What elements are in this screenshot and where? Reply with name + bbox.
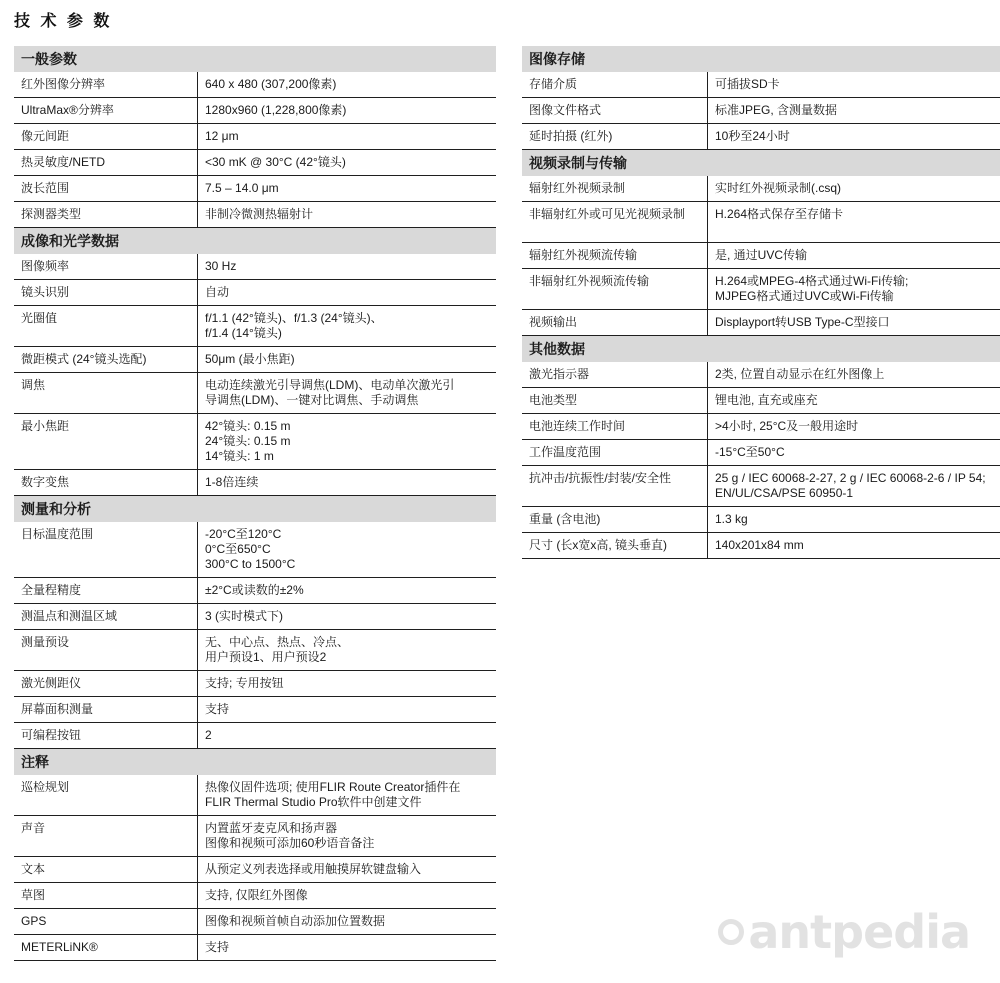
spec-row bbox=[522, 388, 1000, 414]
spec-label: 重量 (含电池) bbox=[522, 507, 708, 532]
spec-section bbox=[522, 46, 1000, 150]
spec-value bbox=[198, 124, 496, 149]
spec-row bbox=[14, 857, 496, 883]
spec-value bbox=[198, 176, 496, 201]
spec-value bbox=[198, 347, 496, 372]
spec-row bbox=[522, 533, 1000, 559]
spec-label: 尺寸 (长x宽x高, 镜头垂直) bbox=[522, 533, 708, 558]
spec-value bbox=[708, 533, 1000, 558]
spec-value bbox=[708, 269, 1000, 309]
spec-label: 波长范围 bbox=[14, 176, 198, 201]
spec-value-line: f/1.4 (14°镜头) bbox=[205, 326, 282, 340]
spec-value-line: MJPEG格式通过UVC或Wi-Fi传输 bbox=[715, 289, 894, 303]
spec-value-line: FLIR Thermal Studio Pro软件中创建文件 bbox=[205, 795, 422, 809]
spec-value bbox=[708, 202, 1000, 242]
spec-value-line: 可插拔SD卡 bbox=[715, 77, 780, 91]
spec-value bbox=[198, 202, 496, 227]
spec-value-line: 从预定义列表选择或用触摸屏软键盘输入 bbox=[205, 862, 422, 876]
right-column bbox=[522, 46, 1000, 559]
spec-value-line: 支持 bbox=[205, 940, 230, 954]
spec-value-line bbox=[715, 222, 993, 237]
spec-row bbox=[14, 671, 496, 697]
spec-value-line: >4小时, 25°C及一般用途时 bbox=[715, 419, 859, 433]
section-heading: 成像和光学数据 bbox=[14, 228, 496, 254]
spec-value bbox=[198, 775, 496, 815]
spec-label: 激光侧距仪 bbox=[14, 671, 198, 696]
spec-value-line: <30 mK @ 30°C (42°镜头) bbox=[205, 155, 346, 169]
spec-label: 工作温度范围 bbox=[522, 440, 708, 465]
spec-value bbox=[708, 507, 1000, 532]
spec-value bbox=[198, 883, 496, 908]
spec-section bbox=[522, 336, 1000, 559]
spec-value bbox=[198, 522, 496, 577]
spec-value-line: 7.5 – 14.0 μm bbox=[205, 181, 279, 195]
spec-label: 非辐射红外视频流传输 bbox=[522, 269, 708, 309]
spec-value-line: 用户预设1、用户预设2 bbox=[205, 650, 327, 664]
spec-label: 红外图像分辨率 bbox=[14, 72, 198, 97]
spec-value-line: 1.3 kg bbox=[715, 512, 748, 526]
spec-label: 存储介质 bbox=[522, 72, 708, 97]
spec-label: 测温点和测温区域 bbox=[14, 604, 198, 629]
spec-value-line: 是, 通过UVC传输 bbox=[715, 248, 808, 262]
spec-row bbox=[14, 723, 496, 749]
spec-value bbox=[198, 723, 496, 748]
spec-value bbox=[708, 243, 1000, 268]
section-heading: 图像存储 bbox=[522, 46, 1000, 72]
spec-row bbox=[14, 414, 496, 470]
section-heading: 其他数据 bbox=[522, 336, 1000, 362]
spec-row bbox=[14, 604, 496, 630]
spec-row bbox=[14, 150, 496, 176]
spec-value-line: 支持; 专用按钮 bbox=[205, 676, 284, 690]
spec-row bbox=[14, 816, 496, 857]
spec-label: 声音 bbox=[14, 816, 198, 856]
spec-value-line: 2 bbox=[205, 728, 212, 742]
spec-value bbox=[198, 909, 496, 934]
spec-value-line: 300°C to 1500°C bbox=[205, 557, 296, 571]
spec-label: GPS bbox=[14, 909, 198, 934]
spec-label: 草图 bbox=[14, 883, 198, 908]
spec-value bbox=[708, 362, 1000, 387]
spec-row bbox=[14, 280, 496, 306]
spec-value-line: 图像和视频首帧自动添加位置数据 bbox=[205, 914, 386, 928]
spec-label: 电池连续工作时间 bbox=[522, 414, 708, 439]
page-title: 技 术 参 数 bbox=[14, 13, 113, 30]
spec-label: 辐射红外视频录制 bbox=[522, 176, 708, 201]
spec-value-line: 25 g / IEC 60068-2-27, 2 g / IEC 60068-2-6 / IP 54; bbox=[715, 471, 986, 485]
spec-value bbox=[198, 150, 496, 175]
spec-value bbox=[198, 373, 496, 413]
spec-section bbox=[14, 46, 496, 228]
spec-row bbox=[14, 72, 496, 98]
spec-value-line: 图像和视频可添加60秒语音备注 bbox=[205, 836, 375, 850]
spec-row bbox=[522, 310, 1000, 336]
spec-value-line: 640 x 480 (307,200像素) bbox=[205, 77, 337, 91]
spec-row bbox=[14, 202, 496, 228]
spec-value bbox=[198, 98, 496, 123]
spec-label: 抗冲击/抗振性/封装/安全性 bbox=[522, 466, 708, 506]
spec-value-line: 0°C至650°C bbox=[205, 542, 271, 556]
spec-row bbox=[522, 72, 1000, 98]
spec-section bbox=[14, 749, 496, 961]
spec-value bbox=[708, 124, 1000, 149]
spec-label: 可编程按钮 bbox=[14, 723, 198, 748]
spec-label: 全量程精度 bbox=[14, 578, 198, 603]
spec-value-line: H.264或MPEG-4格式通过Wi-Fi传输; bbox=[715, 274, 909, 288]
watermark bbox=[718, 905, 970, 959]
spec-row bbox=[14, 775, 496, 816]
spec-row bbox=[522, 243, 1000, 269]
spec-value-line: 实时红外视频录制(.csq) bbox=[715, 181, 842, 195]
spec-row bbox=[522, 98, 1000, 124]
spec-label: 辐射红外视频流传输 bbox=[522, 243, 708, 268]
spec-section bbox=[522, 150, 1000, 336]
spec-label: 微距模式 (24°镜头选配) bbox=[14, 347, 198, 372]
spec-value-line: 内置蓝牙麦克风和扬声器 bbox=[205, 821, 338, 835]
spec-row bbox=[14, 124, 496, 150]
spec-value-line: 2类, 位置自动显示在红外图像上 bbox=[715, 367, 885, 381]
spec-row bbox=[14, 883, 496, 909]
spec-value-line: 标准JPEG, 含测量数据 bbox=[715, 103, 838, 117]
spec-row bbox=[14, 909, 496, 935]
spec-value bbox=[198, 671, 496, 696]
left-column bbox=[14, 46, 496, 961]
spec-row bbox=[522, 414, 1000, 440]
spec-value bbox=[198, 280, 496, 305]
spec-row bbox=[522, 466, 1000, 507]
spec-value-line: EN/UL/CSA/PSE 60950-1 bbox=[715, 486, 854, 500]
spec-value-line: 非制冷微测热辐射计 bbox=[205, 207, 314, 221]
spec-value-line: 1-8倍连续 bbox=[205, 475, 259, 489]
spec-value-line: 电动连续激光引导调焦(LDM)、电动单次激光引 bbox=[205, 378, 455, 392]
spec-row bbox=[522, 269, 1000, 310]
spec-row bbox=[14, 578, 496, 604]
spec-label: 探测器类型 bbox=[14, 202, 198, 227]
spec-row bbox=[14, 306, 496, 347]
spec-value-line: 12 μm bbox=[205, 129, 239, 143]
spec-value bbox=[708, 414, 1000, 439]
spec-value-line: 支持, 仅限红外图像 bbox=[205, 888, 308, 902]
spec-value-line: f/1.1 (42°镜头)、f/1.3 (24°镜头)、 bbox=[205, 311, 383, 325]
spec-value bbox=[708, 72, 1000, 97]
spec-label: 巡检规划 bbox=[14, 775, 198, 815]
spec-label: 像元间距 bbox=[14, 124, 198, 149]
spec-row bbox=[14, 935, 496, 961]
section-heading: 测量和分析 bbox=[14, 496, 496, 522]
spec-row bbox=[522, 507, 1000, 533]
spec-label: 文本 bbox=[14, 857, 198, 882]
spec-value-line: 42°镜头: 0.15 m bbox=[205, 419, 291, 433]
spec-label: 调焦 bbox=[14, 373, 198, 413]
spec-value-line: -20°C至120°C bbox=[205, 527, 282, 541]
spec-value-line: 10秒至24小时 bbox=[715, 129, 790, 143]
spec-label: 最小焦距 bbox=[14, 414, 198, 469]
spec-value bbox=[198, 697, 496, 722]
spec-value bbox=[198, 306, 496, 346]
spec-value bbox=[198, 578, 496, 603]
spec-value-line: 3 (实时模式下) bbox=[205, 609, 284, 623]
spec-label: UltraMax®分辨率 bbox=[14, 98, 198, 123]
spec-label: 测量预设 bbox=[14, 630, 198, 670]
spec-label: 屏幕面积测量 bbox=[14, 697, 198, 722]
watermark-logo-icon bbox=[718, 919, 744, 945]
spec-label: 图像频率 bbox=[14, 254, 198, 279]
spec-value-line: 热像仪固件选项; 使用FLIR Route Creator插件在 bbox=[205, 780, 461, 794]
spec-section bbox=[14, 228, 496, 496]
spec-value-line: H.264格式保存至存储卡 bbox=[715, 207, 844, 221]
spec-label: 非辐射红外或可见光视频录制 bbox=[522, 202, 708, 242]
spec-row bbox=[14, 697, 496, 723]
spec-value-line: 导调焦(LDM)、一键对比调焦、手动调焦 bbox=[205, 393, 419, 407]
spec-row bbox=[14, 254, 496, 280]
spec-row bbox=[14, 470, 496, 496]
spec-label: 延时拍摄 (红外) bbox=[522, 124, 708, 149]
spec-value-line: 140x201x84 mm bbox=[715, 538, 804, 552]
spec-value-line: 无、中心点、热点、冷点、 bbox=[205, 635, 350, 649]
spec-label: 图像文件格式 bbox=[522, 98, 708, 123]
spec-label: 激光指示器 bbox=[522, 362, 708, 387]
spec-row bbox=[14, 347, 496, 373]
watermark-text: antpedia bbox=[748, 905, 970, 959]
spec-value-line: 自动 bbox=[205, 285, 230, 299]
spec-section bbox=[14, 496, 496, 749]
spec-row bbox=[14, 176, 496, 202]
spec-row bbox=[14, 630, 496, 671]
spec-value bbox=[198, 630, 496, 670]
spec-value bbox=[198, 857, 496, 882]
spec-row bbox=[522, 440, 1000, 466]
spec-label: METERLiNK® bbox=[14, 935, 198, 960]
spec-value-line: 锂电池, 直充或座充 bbox=[715, 393, 818, 407]
section-heading: 一般参数 bbox=[14, 46, 496, 72]
spec-label: 电池类型 bbox=[522, 388, 708, 413]
spec-value-line: 14°镜头: 1 m bbox=[205, 449, 274, 463]
spec-label: 数字变焦 bbox=[14, 470, 198, 495]
spec-value bbox=[708, 310, 1000, 335]
spec-value bbox=[198, 935, 496, 960]
spec-row bbox=[522, 124, 1000, 150]
spec-value-line: 1280x960 (1,228,800像素) bbox=[205, 103, 347, 117]
spec-value bbox=[198, 816, 496, 856]
spec-value bbox=[198, 414, 496, 469]
spec-value bbox=[708, 176, 1000, 201]
spec-row bbox=[14, 522, 496, 578]
spec-value-line: ±2°C或读数的±2% bbox=[205, 583, 304, 597]
spec-value-line: 24°镜头: 0.15 m bbox=[205, 434, 291, 448]
spec-value-line: Displayport转USB Type-C型接口 bbox=[715, 315, 890, 329]
spec-label: 目标温度范围 bbox=[14, 522, 198, 577]
spec-value bbox=[198, 604, 496, 629]
spec-value-line: 支持 bbox=[205, 702, 230, 716]
spec-row bbox=[522, 362, 1000, 388]
spec-row bbox=[14, 98, 496, 124]
spec-value-line: 50μm (最小焦距) bbox=[205, 352, 295, 366]
spec-value-line: -15°C至50°C bbox=[715, 445, 785, 459]
spec-value bbox=[198, 254, 496, 279]
spec-label: 镜头识别 bbox=[14, 280, 198, 305]
spec-row bbox=[14, 373, 496, 414]
spec-value bbox=[708, 440, 1000, 465]
spec-row bbox=[522, 176, 1000, 202]
spec-value bbox=[198, 470, 496, 495]
spec-value-line: 30 Hz bbox=[205, 259, 237, 273]
spec-label: 热灵敏度/NETD bbox=[14, 150, 198, 175]
spec-label: 视频输出 bbox=[522, 310, 708, 335]
spec-label: 光圈值 bbox=[14, 306, 198, 346]
section-heading: 视频录制与传输 bbox=[522, 150, 1000, 176]
spec-value bbox=[198, 72, 496, 97]
spec-row bbox=[522, 202, 1000, 243]
spec-value bbox=[708, 98, 1000, 123]
section-heading: 注释 bbox=[14, 749, 496, 775]
spec-value bbox=[708, 466, 1000, 506]
spec-value bbox=[708, 388, 1000, 413]
